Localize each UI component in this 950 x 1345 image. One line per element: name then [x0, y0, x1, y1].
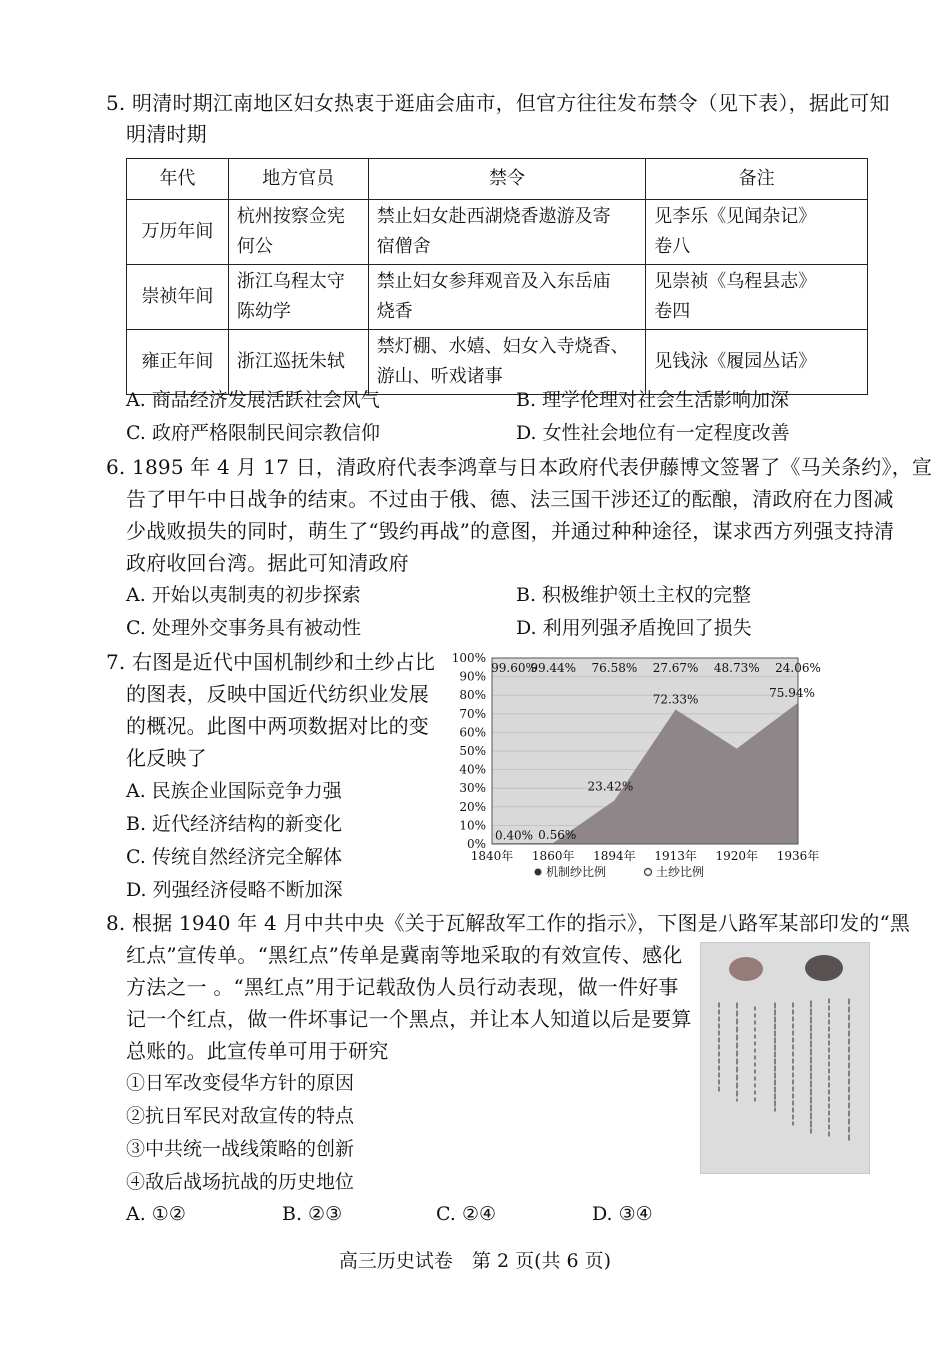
cell-line: 浙江乌程太守: [236, 271, 345, 292]
y-tick-label: 80%: [459, 688, 486, 703]
table-cell-ban: [368, 200, 646, 265]
y-tick-label: 10%: [459, 818, 486, 833]
cell-line: 何公: [236, 236, 273, 257]
x-tick-label: 1894年: [593, 849, 636, 863]
q5-stem-line-1: 5. 明清时期江南地区妇女热衷于逛庙会庙市，但官方往往发布禁令（见下表），据此可知: [106, 91, 890, 115]
y-tick-label: 40%: [459, 762, 486, 777]
table-row: [127, 265, 868, 330]
native-yarn-data-label: 99.44%: [530, 661, 577, 675]
q6-stem-line-1: 6. 1895 年 4 月 17 日，清政府代表李鸿章与日本政府代表伊藤博文签署了《马关条约》，宣: [106, 455, 933, 479]
cell-line: 禁止妇女参拜观音及入东岳庙: [376, 271, 611, 292]
table-header: 备注: [646, 159, 868, 200]
q7-stem-line-1: 7. 右图是近代中国机制纱和土纱占比: [106, 650, 436, 674]
q6-option-c[interactable]: C. 处理外交事务具有被动性: [126, 617, 361, 639]
x-tick-label: 1920年: [715, 849, 759, 863]
q8-stem-line-2: 红点”宣传单。“黑红点”传单是冀南等地采取的有效宣传、感化: [126, 943, 683, 967]
native-yarn-data-label: 24.06%: [775, 661, 821, 675]
cell-line: 见崇祯《乌程县志》: [654, 271, 817, 292]
table-cell-ban: [368, 265, 646, 330]
cell-line: 浙江巡抚朱轼: [236, 351, 345, 372]
y-tick-label: 100%: [451, 651, 486, 665]
handwriting-texture: [701, 943, 869, 1173]
legend-label: 土纱比例: [656, 865, 705, 879]
q6-stem-line-2: 告了甲午中日战争的结束。不过由于俄、德、法三国干涉还辽的酝酿，清政府在力图减: [126, 487, 894, 511]
table-header: 禁令: [368, 159, 646, 200]
x-tick-label: 1860年: [531, 849, 575, 863]
q7-option-c[interactable]: C. 传统自然经济完全解体: [126, 846, 342, 868]
machine-yarn-data-label: 75.94%: [769, 685, 815, 700]
table-row: [127, 200, 868, 265]
q5-stem-line-2: 明清时期: [126, 122, 207, 146]
q8-option-a[interactable]: A. ①②: [126, 1203, 186, 1225]
q8-stem-line-1: 8. 根据 1940 年 4 月中共中央《关于瓦解敌军工作的指示》，下图是八路军某部印发的“黑: [106, 911, 911, 935]
table-cell-note: [646, 200, 868, 265]
q7-stem-line-3: 的概况。此图中两项数据对比的变: [126, 714, 429, 738]
native-yarn-data-label: 48.73%: [713, 661, 760, 675]
cell-line: 烧香: [376, 301, 413, 322]
table-cell-note: [646, 265, 868, 330]
yarn-ratio-chart: [448, 646, 828, 886]
cell-line: 杭州按察佥宪: [236, 206, 345, 227]
y-tick-label: 0%: [466, 837, 486, 851]
y-tick-label: 30%: [459, 781, 486, 796]
q8-option-b[interactable]: B. ②③: [282, 1203, 343, 1225]
legend-label: 机制纱比例: [546, 865, 607, 879]
q7-option-b[interactable]: B. 近代经济结构的新变化: [126, 813, 343, 835]
legend-marker-machine-yarn: [535, 869, 542, 876]
q7-option-a[interactable]: A. 民族企业国际竞争力强: [126, 780, 342, 802]
machine-yarn-data-label: 0.40%: [494, 828, 534, 843]
table-cell-era: 雍正年间: [127, 330, 229, 395]
q7-option-d[interactable]: D. 列强经济侵略不断加深: [126, 879, 343, 901]
q8-item-4: ④敌后战场抗战的历史地位: [126, 1171, 355, 1193]
q6-option-a[interactable]: A. 开始以夷制夷的初步探索: [126, 584, 361, 606]
cell-line: 见李乐《见闻杂记》: [654, 206, 817, 227]
native-yarn-data-label: 99.60%: [491, 661, 537, 675]
y-tick-label: 60%: [459, 725, 486, 740]
cell-line: 禁灯棚、水嬉、妇女入寺烧香、: [376, 336, 629, 357]
q6-option-d[interactable]: D. 利用列强矛盾挽回了损失: [516, 617, 752, 639]
q8-item-2: ②抗日军民对敌宣传的特点: [126, 1105, 355, 1127]
black-red-dot-handbill-image: [700, 942, 870, 1174]
table-cell-era: 万历年间: [127, 200, 229, 265]
q5-option-b[interactable]: B. 理学伦理对社会生活影响加深: [516, 389, 790, 411]
x-tick-label: 1840年: [470, 849, 514, 863]
q8-stem-line-3: 方法之一 。“黑红点”用于记载敌伪人员行动表现，做一件好事: [126, 975, 679, 999]
native-yarn-data-label: 27.67%: [652, 661, 699, 675]
machine-yarn-data-label: 72.33%: [652, 692, 699, 707]
table-header: 年代: [127, 159, 229, 200]
x-tick-label: 1913年: [654, 849, 697, 863]
cell-line: 禁止妇女赴西湖烧香遨游及寄: [376, 206, 611, 227]
table-header-row: [127, 159, 868, 200]
q5-table: [126, 158, 868, 395]
machine-yarn-data-label: 23.42%: [587, 779, 634, 794]
q8-item-3: ③中共统一战线策略的创新: [126, 1138, 355, 1160]
q8-option-d[interactable]: D. ③④: [592, 1203, 653, 1225]
q7-stem-line-2: 的图表，反映中国近代纺织业发展: [126, 682, 429, 706]
native-yarn-data-label: 76.58%: [591, 661, 638, 675]
q5-option-c[interactable]: C. 政府严格限制民间宗教信仰: [126, 422, 380, 444]
table-cell-official: [228, 200, 368, 265]
q6-option-b[interactable]: B. 积极维护领土主权的完整: [516, 584, 752, 606]
y-tick-label: 50%: [459, 744, 486, 758]
q8-item-1: ①日军改变侵华方针的原因: [126, 1072, 355, 1094]
cell-line: 陈幼学: [236, 301, 291, 322]
page-footer: 高三历史试卷 第 2 页(共 6 页): [338, 1250, 612, 1272]
cell-line: 游山、听戏诸事: [376, 366, 503, 387]
q6-stem-line-3: 少战败损失的同时，萌生了“毁约再战”的意图，并通过种种途径，谋求西方列强支持清: [126, 519, 895, 543]
x-tick-label: 1936年: [776, 849, 820, 863]
y-tick-label: 70%: [459, 706, 486, 721]
q5-option-a[interactable]: A. 商品经济发展活跃社会风气: [126, 389, 380, 411]
machine-yarn-data-label: 0.56%: [538, 827, 577, 842]
q5-option-d[interactable]: D. 女性社会地位有一定程度改善: [516, 422, 790, 444]
legend-marker-native-yarn: [645, 869, 652, 876]
cell-line: 宿僧舍: [376, 236, 431, 257]
cell-line: 卷四: [654, 301, 691, 322]
cell-line: 见钱泳《履园丛话》: [654, 351, 817, 372]
q8-option-c[interactable]: C. ②④: [436, 1203, 497, 1225]
y-tick-label: 90%: [459, 669, 486, 684]
table-header: 地方官员: [228, 159, 368, 200]
q7-stem-line-4: 化反映了: [126, 746, 207, 770]
cell-line: 卷八: [654, 236, 691, 257]
y-tick-label: 20%: [459, 799, 486, 814]
q8-stem-line-4: 记一个红点，做一件坏事记一个黑点，并让本人知道以后是要算: [126, 1007, 692, 1031]
q6-stem-line-4: 政府收回台湾。据此可知清政府: [126, 551, 409, 575]
table-cell-official: [228, 265, 368, 330]
table-cell-era: 崇祯年间: [127, 265, 229, 330]
q8-stem-line-5: 总账的。此宣传单可用于研究: [126, 1039, 389, 1063]
